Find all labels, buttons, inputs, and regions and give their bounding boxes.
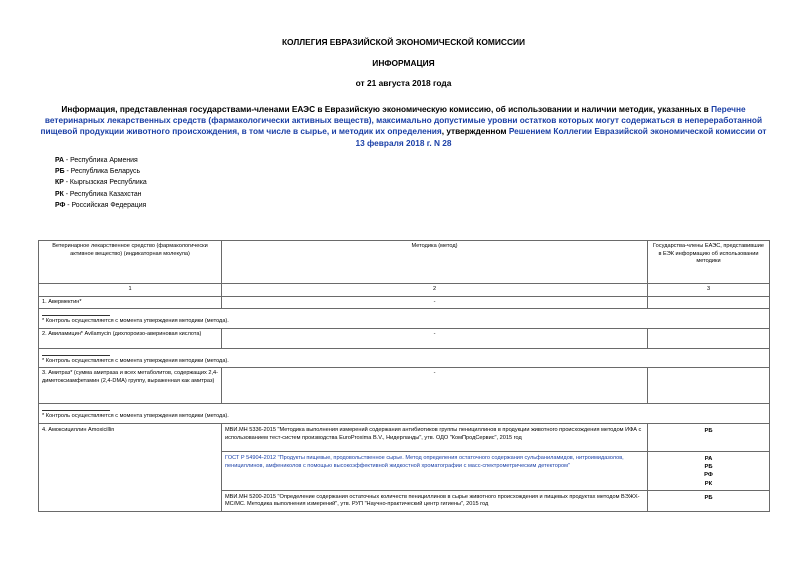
document-title: [40, 104, 767, 149]
states-cell: [648, 451, 770, 490]
title-text-1: Информация, представленная государствами-членами ЕАЭС в Евразийскую экономическую комиссию, об использовании и наличии методик, указанных в: [61, 104, 712, 114]
legend-item: [55, 189, 147, 200]
footnote-cell: [39, 404, 770, 424]
footnote-cell: [39, 309, 770, 329]
footnote-text: * Контроль осуществляется с момента утверждения методики (метода).: [42, 318, 229, 325]
document-type-heading: ИНФОРМАЦИЯ: [372, 58, 435, 68]
document-date: от 21 августа 2018 года: [355, 78, 452, 88]
footnote-cell: [39, 348, 770, 368]
header-method: Методика (метод): [222, 241, 648, 284]
col-number: 1: [39, 284, 222, 297]
column-number-row: [39, 284, 770, 297]
table-row: [39, 423, 770, 451]
table-row: [39, 296, 770, 309]
method-cell: -: [222, 296, 648, 309]
header-states: Государства-члены ЕАЭС, представившие в ЕЭК информацию об использовании методики: [648, 241, 770, 284]
legend-item: [55, 166, 147, 177]
legend-code: КР: [55, 179, 64, 187]
legend-item: [55, 155, 147, 166]
footnote-text: * Контроль осуществляется с момента утверждения методики (метода).: [42, 413, 229, 420]
state-code: РБ: [704, 427, 713, 434]
table-row: [39, 328, 770, 348]
legend-text: - Республика Казахстан: [63, 190, 142, 198]
legend-code: РФ: [55, 201, 66, 209]
table-header-row: [39, 241, 770, 284]
title-text-2: , утвержденном: [441, 126, 509, 137]
states-cell: [648, 296, 770, 309]
footnote-row: [39, 309, 770, 329]
method-cell: МВИ.МН 5200-2015 "Определение содержания остаточных количеств пенициллинов в сырье животного происхождения и пищевых продуктах методом ВЭЖХ-МС/МС. Методика выполнения измерений", утв. РУП "Научно-практический центр гигиены", 2015 год: [222, 490, 648, 511]
method-cell-link[interactable]: ГОСТ Р 54904-2012 "Продукты пищевые, продовольственное сырье. Метод определения остаточного содержания сульфаниламидов, нитроимидазолов, пенициллинов, амфениколов с помощью высокоэффективной жидкостной хроматографии с масс-спектрометрическим детектором": [222, 451, 648, 490]
methods-table: [38, 240, 770, 512]
legend-code: РА: [55, 157, 64, 164]
organization-heading: КОЛЛЕГИЯ ЕВРАЗИЙСКОЙ ЭКОНОМИЧЕСКОЙ КОМИССИИ: [281, 37, 526, 47]
states-cell: [648, 328, 770, 348]
state-code: РК: [704, 480, 713, 487]
table-row: [39, 368, 770, 404]
method-cell: МВИ.МН 5336-2015 "Методика выполнения измерений содержания антибиотиков группы пенициллинов в продукции животного происхождения методом ИФА с использованием тест-систем производства EuroProxima B.V., Нидерланды", утв. ОДО "КомПродСервис", 2015 год: [222, 423, 648, 451]
state-code: РФ: [704, 472, 713, 479]
title-link-decision[interactable]: Решением Коллегии Евразийской экономической комиссии от 13 февраля 2018 г. N 28: [355, 126, 767, 148]
title-link-list[interactable]: Перечне ветеринарных лекарственных средств (фармакологически активных веществ), максимально допустимые уровни остатков которых могут содержаться в непереработанной пищевой продукции животного происхождения, в том числе в сырье, и методик их определения: [40, 104, 763, 137]
states-cell: [648, 368, 770, 404]
legend-item: [55, 200, 147, 211]
legend-text: - Кыргызская Республика: [63, 179, 147, 187]
state-code: РБ: [704, 464, 713, 471]
footnote-row: [39, 404, 770, 424]
col-number: 3: [648, 284, 770, 297]
footnote-text: * Контроль осуществляется с момента утверждения методики (метода).: [42, 357, 229, 364]
drug-name: 2. Авиламицин* Avilamycin (дихлороизо-авериновая кислота): [39, 328, 222, 348]
states-cell: [648, 490, 770, 511]
drug-name: 4. Амоксициллин Amoxicillin: [39, 423, 222, 511]
legend-text: - Российская Федерация: [65, 201, 147, 209]
legend-text: - Республика Армения: [63, 157, 138, 164]
states-cell: [648, 423, 770, 451]
method-cell: -: [222, 368, 648, 404]
header-drug: Ветеринарное лекарственное средство (фармакологически активное вещество) (индикаторная молекула): [39, 241, 222, 284]
state-code: РБ: [704, 494, 713, 501]
country-legend: [55, 155, 147, 211]
method-cell: -: [222, 328, 648, 348]
legend-code: РБ: [55, 168, 65, 176]
drug-name: 1. Авермектин*: [39, 296, 222, 309]
state-code: РА: [704, 455, 713, 462]
legend-item: [55, 177, 147, 188]
drug-name: 3. Амитраз* (сумма амитраза и всех метаболитов, содержащих 2,4-диметоксиамфетамин (2,4-DMA) группу, выраженная как амитраз): [39, 368, 222, 404]
footnote-row: [39, 348, 770, 368]
legend-text: - Республика Беларусь: [64, 168, 141, 176]
col-number: 2: [222, 284, 648, 297]
legend-code: РК: [55, 190, 64, 198]
